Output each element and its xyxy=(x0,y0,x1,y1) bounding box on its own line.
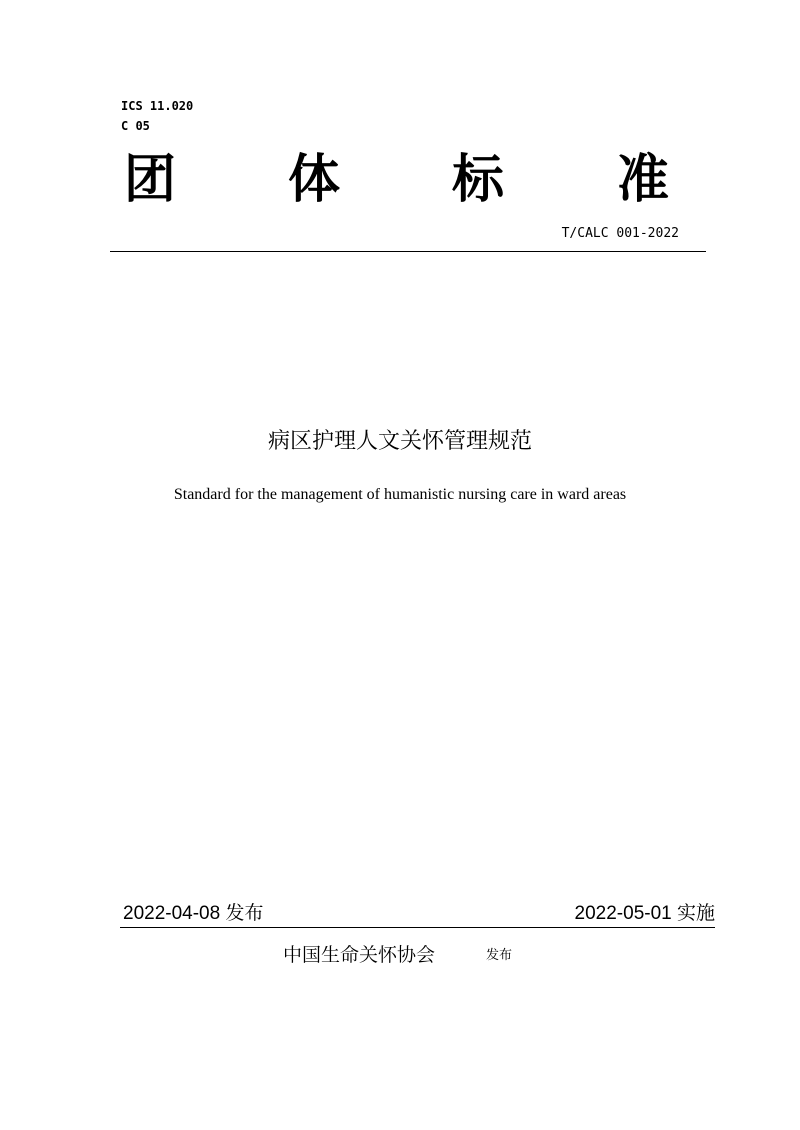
ics-code: ICS 11.020 xyxy=(121,99,194,113)
standard-number: T/CALC 001-2022 xyxy=(561,226,679,241)
category-char-2: 体 xyxy=(288,150,341,210)
header-divider xyxy=(110,251,706,252)
implementation-date: 2022-05-01 实施 xyxy=(574,903,715,924)
ccs-code: C 05 xyxy=(121,119,150,133)
date-row xyxy=(120,903,715,928)
category-char-1: 团 xyxy=(124,150,177,210)
category-char-4: 准 xyxy=(617,150,670,210)
category-char-3: 标 xyxy=(452,150,505,210)
document-title-chinese: 病区护理人文关怀管理规范 xyxy=(267,429,532,454)
issue-date: 2022-04-08 发布 xyxy=(123,903,264,924)
publish-label: 发布 xyxy=(486,948,513,963)
publisher-name: 中国生命关怀协会 xyxy=(283,944,436,966)
document-title-english: Standard for the management of humanistic nursing care in ward areas xyxy=(173,486,627,503)
